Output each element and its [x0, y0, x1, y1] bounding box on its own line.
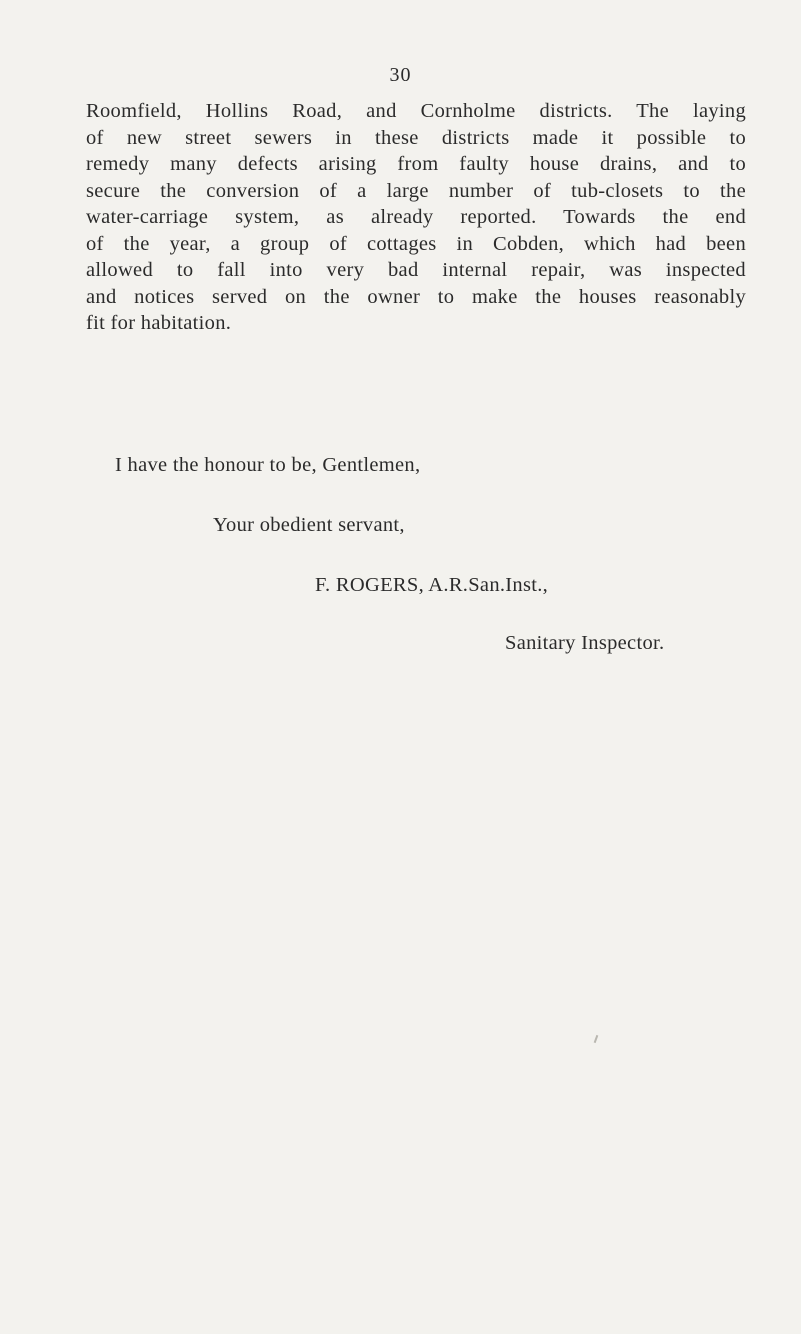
- signatory-title: Sanitary Inspector.: [505, 632, 665, 654]
- paragraph-line: and notices served on the owner to make the houses reasonably: [86, 285, 746, 308]
- paragraph-line: of new street sewers in these districts made it possible to: [86, 126, 746, 149]
- paragraph-line: allowed to fall into very bad internal repair, was inspected: [86, 259, 746, 281]
- paragraph-line: of the year, a group of cottages in Cobden, which had been: [86, 232, 746, 255]
- page-number: 30: [389, 64, 412, 86]
- paragraph-line: fit for habitation.: [86, 312, 232, 334]
- paragraph-line: Roomfield, Hollins Road, and Cornholme districts. The laying: [86, 100, 746, 122]
- report-paragraph: [86, 98, 746, 337]
- paragraph-line: remedy many defects arising from faulty house drains, and to: [86, 153, 746, 175]
- paragraph-line: water-carriage system, as already reported. Towards the end: [86, 206, 746, 228]
- signatory-name: F. ROGERS, A.R.San.Inst.,: [315, 574, 549, 596]
- paragraph-line: secure the conversion of a large number of tub-closets to the: [86, 179, 746, 202]
- closing-salutation: I have the honour to be, Gentlemen,: [115, 454, 421, 476]
- closing-servant-line: Your obedient servant,: [213, 514, 405, 536]
- paper-speck: [594, 1035, 599, 1043]
